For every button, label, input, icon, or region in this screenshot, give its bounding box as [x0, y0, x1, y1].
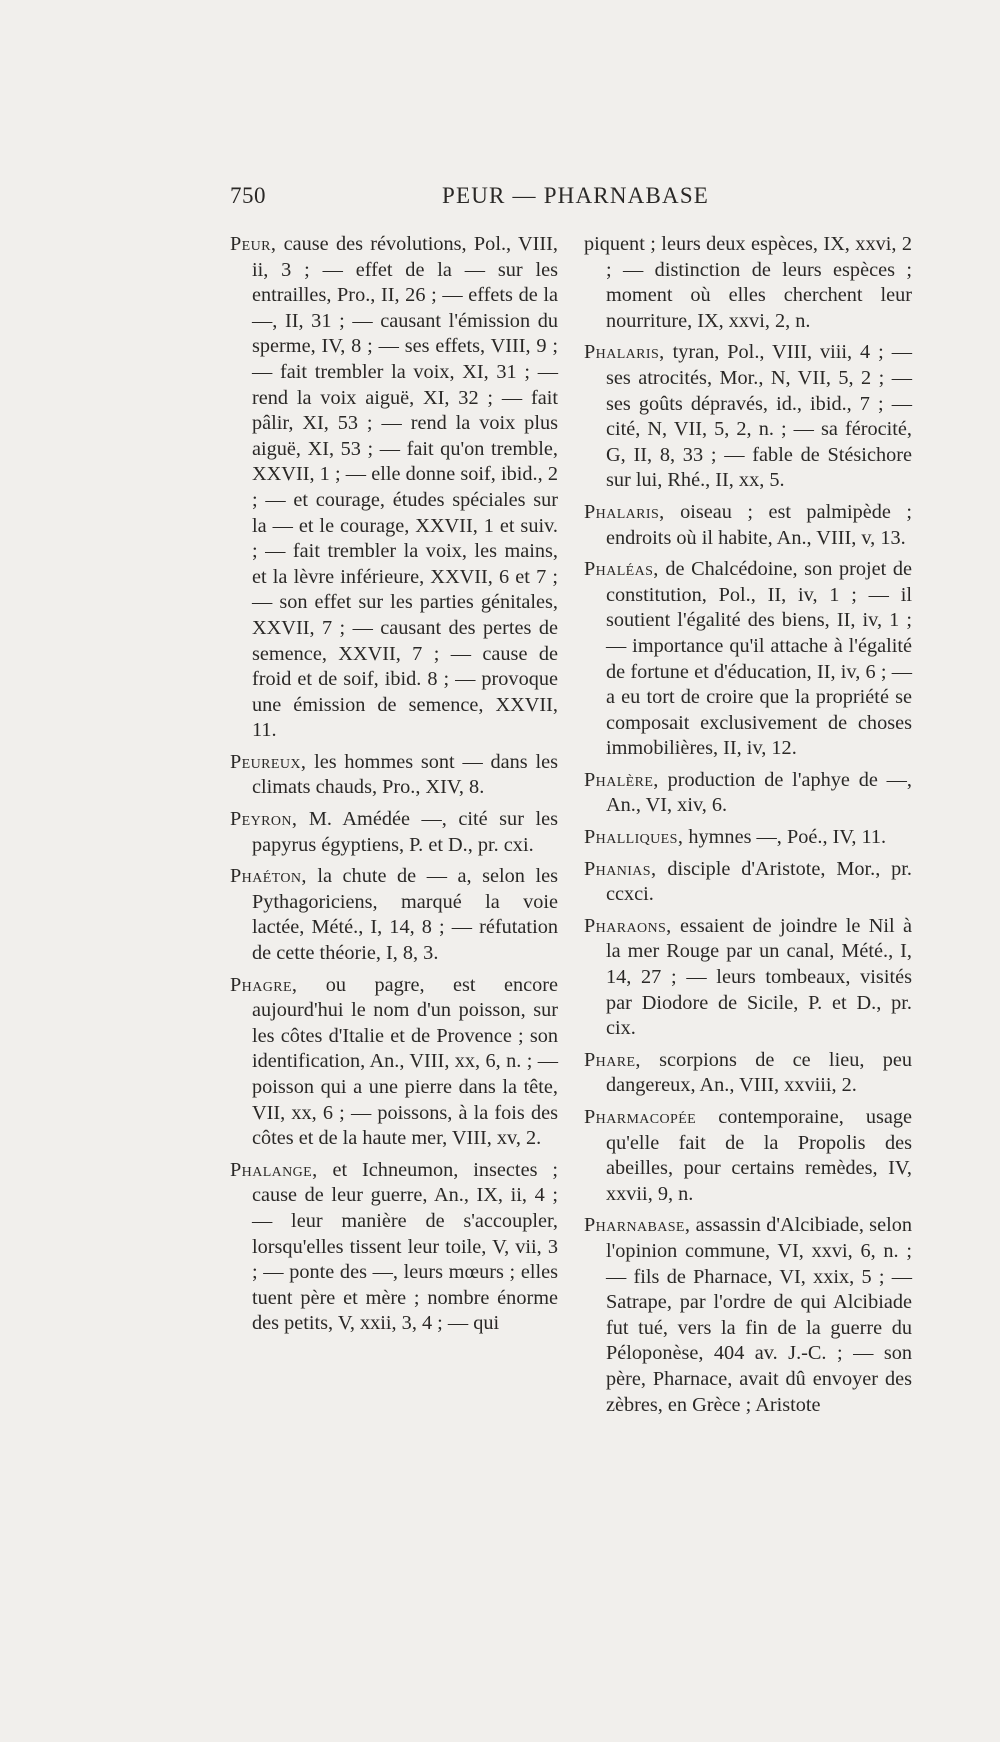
index-entry: [584, 557, 912, 762]
index-entry: [584, 1048, 912, 1099]
entry-text: de Chalcédoine, son projet de constitution, Pol., II, iv, 1 ; — il soutient l'égalité des biens, II, iv, 1 ; — importance qu'il attache à l'égalité de fortune et d'éducation, II, iv, 6 ; — a eu tort de croire que la propriété se composait exclusivement de choses immobilières, II, iv, 12.: [606, 558, 912, 760]
index-entry: [584, 500, 912, 551]
entry-headword: Pharnabase,: [584, 1214, 691, 1237]
index-entry: [584, 825, 912, 851]
entry-headword: Pharaons,: [584, 914, 672, 937]
entry-headword: Peyron,: [230, 808, 298, 831]
entry-headword: Pharmacopée: [584, 1106, 697, 1128]
entry-text: tyran, Pol., VIII, viii, 4 ; — ses atrocités, Mor., N, VII, 5, 2 ; — ses goûts dépravés, id., ibid., 7 ; — cité, N, VII, 5, 2, n. ; — sa férocité, G, II, 8, 33 ; — fable de Stésichore sur lui, Rhé., II, xx, 5.: [606, 341, 912, 492]
entry-headword: Peureux,: [230, 750, 307, 773]
running-title: PEUR — PHARNABASE: [442, 183, 710, 208]
entry-headword: Phalange,: [230, 1158, 318, 1181]
entry-text: et Ichneumon, insectes ; cause de leur guerre, An., IX, ii, 4 ; — leur manière de s'accoupler, lorsqu'elles tissent leur toile, V, vii, 3 ; — ponte des —, leurs mœurs ; elles tuent père et mère ; nombre énorme des petits, V, xxii, 3, 4 ; — qui: [252, 1158, 558, 1335]
entry-headword: Phalaris,: [584, 341, 665, 364]
entry-text: disciple d'Aristote, Mor., pr. ccxci.: [606, 857, 912, 906]
index-entry: [230, 232, 558, 744]
index-entry: [584, 1105, 912, 1207]
entry-text: oiseau ; est palmipède ; endroits où il habite, An., VIII, v, 13.: [606, 500, 912, 549]
index-entry-continued: [584, 232, 912, 334]
index-entry: [584, 1213, 912, 1418]
index-entry: [584, 857, 912, 908]
entry-text: M. Amédée —, cité sur les papyrus égyptiens, P. et D., pr. cxi.: [252, 808, 558, 856]
index-entry: [230, 973, 558, 1152]
entry-text: cause des révolutions, Pol., VIII, ii, 3 ; — effet de la — sur les entrailles, Pro., II, 26 ; — effets de la —, II, 31 ; — causant l'émission du sperme, IV, 8 ; — ses effets, VIII, 9 ; — fait trembler la voix, XI, 31 ; — rend la voix aiguë, XI, 32 ; — fait pâlir, XI, 53 ; — rend la voix plus aiguë, XI, 53 ; — fait qu'on tremble, XXVII, 1 ; — elle donne soif, ibid., 2 ; — et courage, études spéciales sur la — et le courage, XXVII, 1 et suiv. ; — fait trembler la voix, les mains, et la lèvre inférieure, XXVII, 6 et 7 ; — son effet sur les parties génitales, XXVII, 7 ; — causant des pertes de semence, XXVII, 7 ; — cause de froid et de soif, ibid. 8 ; — provoque une émission de semence, XXVII, 11.: [252, 233, 558, 742]
entry-headword: Phaléas,: [584, 558, 659, 581]
entry-text: production de l'aphye de —, An., VI, xiv, 6.: [606, 768, 912, 817]
entry-text: ou pagre, est encore aujourd'hui le nom d'un poisson, sur les côtes d'Italie et de Provence ; son identification, An., VIII, xx, 6, n. ; — poisson qui a une pierre dans la tête, VII, xx, 6 ; — poissons, à la fois des côtes et de la haute mer, VIII, xv, 2.: [252, 973, 558, 1150]
entry-text: la chute de — a, selon les Pythagoriciens, marqué la voie lactée, Mété., I, 14, 8 ; — réfutation de cette théorie, I, 8, 3.: [252, 865, 558, 965]
entry-text: essaient de joindre le Nil à la mer Rouge par un canal, Mété., I, 14, 27 ; — leurs tombeaux, visités par Diodore de Sicile, P. et D., pr. cix.: [606, 914, 912, 1040]
entry-headword: Phalère,: [584, 768, 659, 791]
entry-text: assassin d'Alcibiade, selon l'opinion commune, VI, xxvi, 6, n. ; — fils de Pharnace, VI, xxix, 5 ; — Satrape, par l'ordre de qui Alcibiade fut tué, vers la fin de la guerre du Péloponèse, 404 av. J.-C. ; — son père, Pharnace, avait dû envoyer des zèbres, en Grèce ; Aristote: [606, 1214, 912, 1416]
index-entry: [230, 864, 558, 966]
entry-text: hymnes —, Poé., IV, 11.: [683, 826, 887, 849]
entry-text: les hommes sont — dans les climats chauds, Pro., XIV, 8.: [252, 750, 558, 799]
entry-text: piquent ; leurs deux espèces, IX, xxvi, 2 ; — distinction de leurs espèces ; moment où elles cherchent leur nourriture, IX, xxvi, 2, n.: [584, 233, 912, 332]
index-entry: [230, 807, 558, 858]
entry-headword: Phalliques,: [584, 826, 684, 849]
left-column: [230, 232, 558, 1343]
index-entry: [230, 1158, 558, 1337]
entry-headword: Phanias,: [584, 857, 657, 880]
entry-headword: Phalaris,: [584, 500, 665, 523]
entry-headword: Phaéton,: [230, 865, 307, 888]
entry-headword: Peur,: [230, 233, 277, 255]
entry-headword: Phare,: [584, 1048, 641, 1071]
page-number: 750: [230, 183, 266, 208]
index-entry: [584, 768, 912, 819]
entry-text: contemporaine, usage qu'elle fait de la Propolis des abeilles, pour certains remèdes, IV, xxvii, 9, n.: [606, 1106, 912, 1205]
index-entry: [584, 914, 912, 1042]
entry-text: scorpions de ce lieu, peu dangereux, An., VIII, xxviii, 2.: [606, 1048, 912, 1097]
index-entry: [584, 340, 912, 494]
index-entry: [230, 750, 558, 801]
right-column: [584, 232, 912, 1424]
entry-headword: Phagre,: [230, 973, 298, 996]
